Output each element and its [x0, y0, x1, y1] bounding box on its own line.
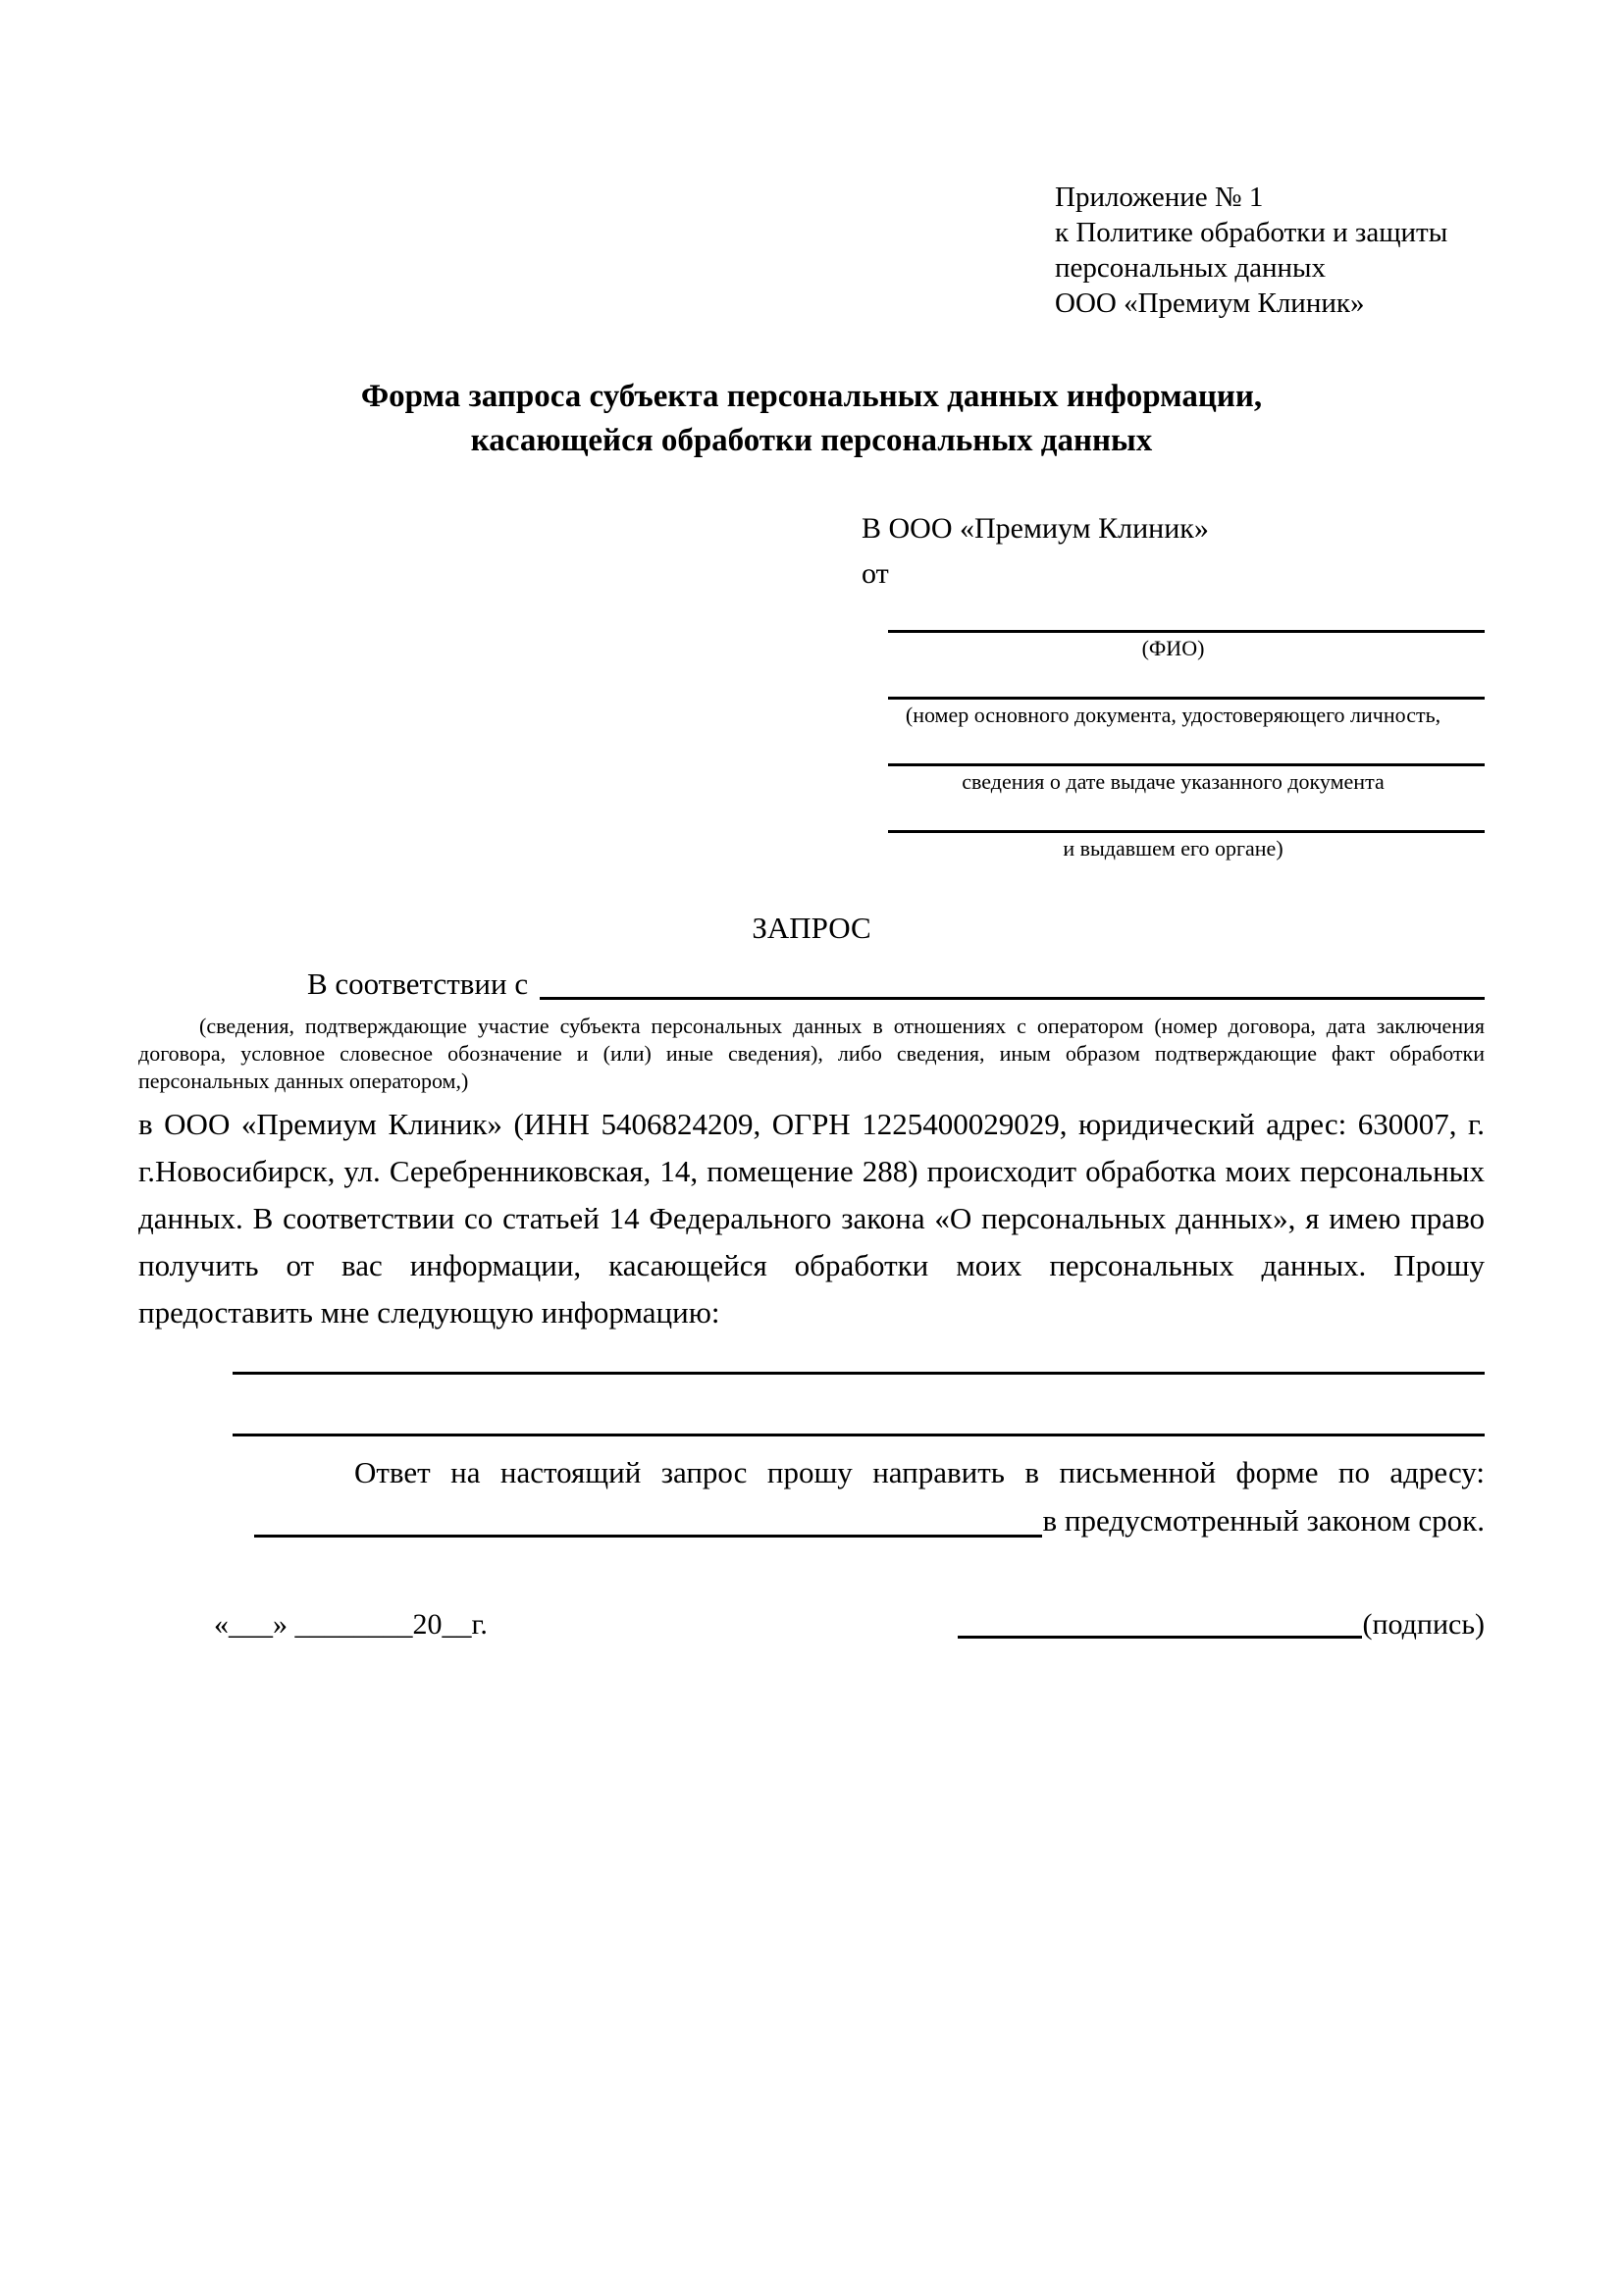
fio-blank-line: [888, 630, 1485, 633]
date-field: «___» ________20__г.: [214, 1608, 488, 1641]
basis-prefix: В соответствии с: [307, 966, 529, 1001]
basis-blank-line: [540, 997, 1485, 1000]
issue-date-blank-line: [888, 763, 1485, 766]
issuing-authority-caption: и выдавшем его органе): [1063, 836, 1283, 861]
appendix-line-4: ООО «Премиум Клиник»: [1055, 287, 1365, 319]
basis-note: (сведения, подтверждающие участие субъекта персональных данных в отношениях с оператором (номер договора, дата заключения договора, условное словесное обозначение и (или) иные сведения), либо сведения, иным образом подтверждающие факт обработки персональных данных оператором,): [138, 1014, 1485, 1093]
document-number-field: [862, 697, 1485, 728]
fio-caption: (ФИО): [1141, 636, 1205, 660]
document-content: [0, 180, 1623, 1644]
addressee-block: [862, 508, 1485, 861]
issue-date-caption: сведения о дате выдаче указанного документа: [962, 769, 1385, 794]
issuing-authority-field: [862, 830, 1485, 861]
request-body: в ООО «Премиум Клиник» (ИНН 5406824209, ОГРН 1225400029029, юридический адрес: 630007, г. г.Новосибирск, ул. Серебренниковская, 14, помещение 288) происходит обработка моих персональных данных. В соответствии со статьей 14 Федерального закона «О персональных данных», я имею право получить от вас информации, касающейся обработки моих персональных данных. Прошу предоставить мне следующую информацию:: [138, 1107, 1485, 1330]
response-suffix: в предусмотренный законом срок.: [1042, 1503, 1485, 1538]
addressee-organization: В ООО «Премиум Клиник»: [862, 512, 1209, 545]
issue-date-field: [862, 763, 1485, 795]
document-title: [138, 375, 1485, 463]
info-blank-line-1: [233, 1372, 1485, 1375]
addressee-from-label: от: [862, 557, 889, 590]
signature-row: [138, 1605, 1485, 1644]
appendix-line-2: к Политике обработки и защиты: [1055, 217, 1448, 248]
appendix-line-1: Приложение № 1: [1055, 182, 1264, 213]
signature-group: [958, 1605, 1485, 1644]
issuing-authority-blank-line: [888, 830, 1485, 833]
response-instruction: Ответ на настоящий запрос прошу направить в письменной форме по адресу:: [354, 1455, 1485, 1489]
document-number-blank-line: [888, 697, 1485, 700]
document-title-line-1: Форма запроса субъекта персональных данных информации,: [360, 379, 1263, 414]
address-row: [138, 1499, 1485, 1542]
basis-row: [138, 964, 1485, 1005]
request-heading: ЗАПРОС: [752, 911, 871, 945]
info-blank-line-2: [233, 1434, 1485, 1436]
document-title-line-2: касающейся обработки персональных данных: [470, 423, 1153, 458]
signature-blank-line: [958, 1636, 1362, 1639]
signature-caption: (подпись): [1362, 1608, 1485, 1641]
appendix-line-3: персональных данных: [1055, 252, 1327, 284]
document-number-caption: (номер основного документа, удостоверяющего личность,: [905, 703, 1441, 727]
address-blank-line: [254, 1535, 1042, 1538]
appendix-header: [1055, 180, 1485, 321]
fio-field: [862, 630, 1485, 661]
